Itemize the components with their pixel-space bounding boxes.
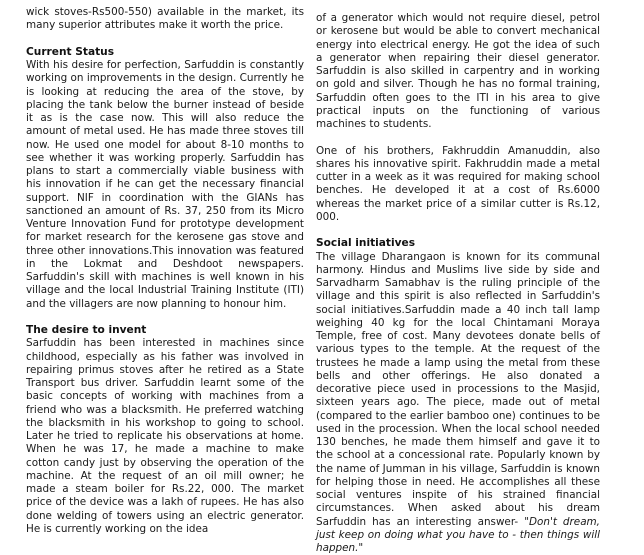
desire-to-invent-heading: The desire to invent [26,324,304,337]
spacer [316,131,600,144]
current-status-paragraph: With his desire for perfection, Sarfuddin is constantly working on improvements in the design. Currently he is looking at reducing the area of the stove, by placing the tank below the burner instead of beside it as is the case now. This will also reduce the amount of metal used. He has made three stoves till now. He used one model for about 8-10 months to see whether it was working properly. Sarfuddin has plans to start a commercially viable business with his innovation if he can get the necessary financial support. NIF in coordination with the GIANs has sanctioned an amount of Rs. 37, 250 from its Micro Venture Innovation Fund for prototype development for market research for the kerosene gas stove and three other innovations.This innovation was featured in the Lokmat and Deshdoot newspapers. Sarfuddin's skill with machines is well known in his village and the local Industrial Training Institute (ITI) and the villagers are now planning to honour him. [26,59,304,311]
current-status-heading: Current Status [26,46,304,59]
generator-continuation-paragraph: of a generator which would not require diesel, petrol or kerosene but would be able to convert mechanical energy into electrical energy. He got the idea of such a generator when repairing their diesel generator. Sarfuddin is also skilled in carpentry and in working on gold and silver. Though he has no formal training, Sarfuddin often goes to the ITI in his area to give practical inputs on the functioning of various machines to students. [316,12,600,131]
spacer [316,224,600,237]
desire-to-invent-paragraph: Sarfuddin has been interested in machines since childhood, especially as his father was involved in repairing primus stoves after he retired as a State Transport bus driver. Sarfuddin learnt some of the basic concepts of working with machines from a friend who was a blacksmith. He preferred watching the blacksmith in his workshop to going to school. Later he tried to replicate his observations at home. When he was 17, he made a machine to make cotton candy just by observing the operation of the machine. At the request of an oil mill owner; he made a steam boiler for Rs.22, 000. The market price of the device was a lakh of rupees. He has also done welding of towers using an electric generator. He is currently working on the idea [26,337,304,536]
social-initiatives-heading: Social initiatives [316,237,600,250]
dream-quote: "Don't dream, just keep on doing what you have to - then things will happen." [316,516,600,555]
spacer [26,311,304,324]
spacer [26,33,304,46]
right-column [316,12,600,555]
social-initiatives-paragraph [316,251,600,555]
intro-tail-paragraph: wick stoves-Rs500-550) available in the market, its many superior attributes make it worth the price. [26,6,304,33]
left-column [26,6,304,536]
social-initiatives-body: The village Dharangaon is known for its communal harmony. Hindus and Muslims live side by side and Sarvadharm Samabhav is the ruling principle of the village and this spirit is also reflected in Sarfuddin's social initiatives.Sarfuddin made a 40 inch tall lamp weighing 40 kg for the local Chintamani Moraya Temple, free of cost. Many devotees donate bells of various types to the temple. At the request of the trustees he made a lamp using the metal from these bells and other offerings. He also donated a decorative piece used in processions to the Masjid, sixteen years ago. The piece, made out of metal (compared to the earlier bamboo one) continues to be used in the procession. When the local school needed 130 benches, he made them himself and gave it to the school at a concessional rate. Popularly known by the name of Jumman in his village, Sarfuddin is known for helping those in need. He accomplishes all these social ventures inspite of his strained financial circumstances. When asked about his dream Sarfuddin has an interesting answer- [316,251,600,528]
brothers-paragraph: One of his brothers, Fakhruddin Amanuddin, also shares his innovative spirit. Fakhruddin made a metal cutter in a week as it was required for making school benches. He developed it at a cost of Rs.6000 whereas the market price of a similar cutter is Rs.12, 000. [316,145,600,225]
